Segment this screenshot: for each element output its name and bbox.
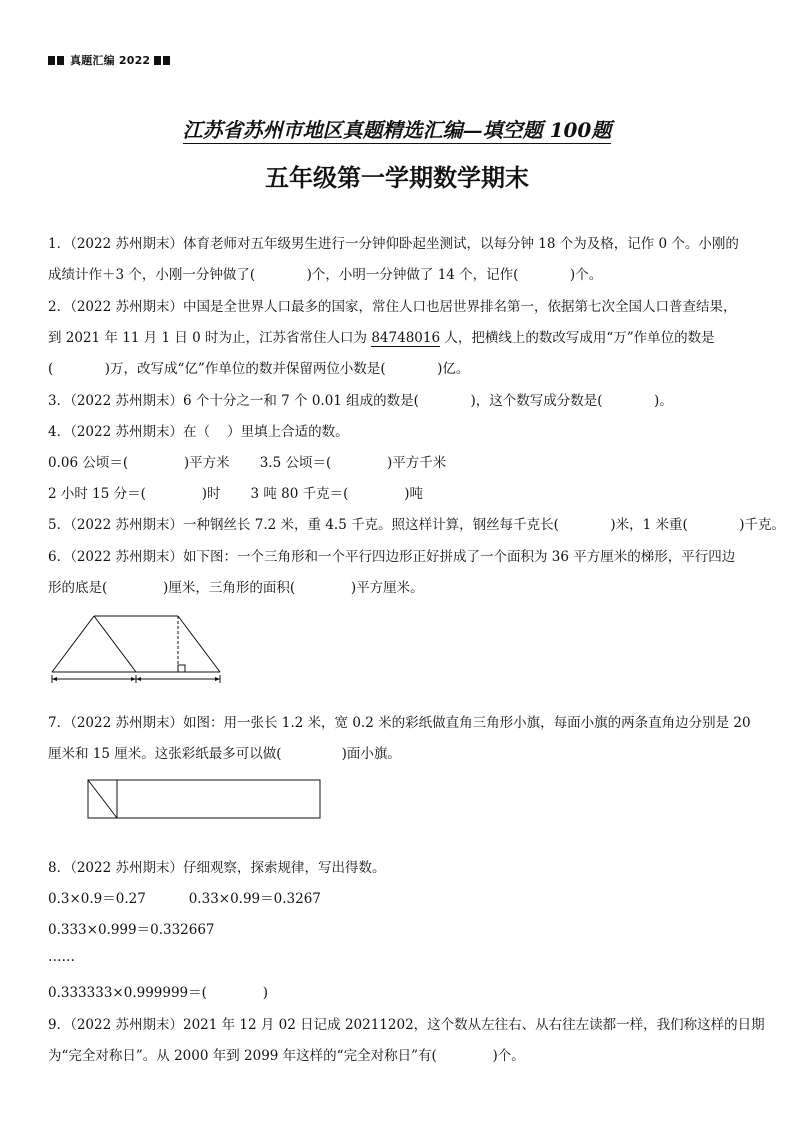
question-8-line-1: 8．（2022 苏州期末）仔细观察，探索规律，写出得数。 [48, 860, 386, 876]
question-1-line-2: 成绩计作＋3 个，小刚一分钟做了( )个，小明一分钟做了 14 个，记作( )个。 [48, 267, 603, 283]
question-3: 3．（2022 苏州期末）6 个十分之一和 7 个 0.01 组成的数是( )，这个数写成分数是( )。 [48, 393, 673, 409]
paper-strip-rect [88, 780, 320, 818]
document-subtitle: 五年级第一学期数学期末 [265, 163, 529, 192]
document-title: 江苏省苏州市地区真题精选汇编—填空题 100题 [182, 118, 612, 142]
paper-strip-figure [44, 776, 328, 836]
question-8-line-2: 0.3×0.9＝0.27 0.33×0.99＝0.3267 [48, 891, 321, 907]
header-block-icon [48, 56, 55, 65]
header-block-icon [154, 56, 161, 65]
question-4-line-2: 0.06 公顷＝( )平方米 3.5 公顷＝( )平方千米 [48, 455, 447, 471]
question-9-line-1: 9．（2022 苏州期末）2021 年 12 月 02 日记成 20211202，这个数从左往右、从右往左读都一样，我们称这样的日期 [48, 1017, 765, 1033]
question-8-line-3: 0.333×0.999＝0.332667 [48, 922, 215, 938]
header-block-icon [163, 56, 170, 65]
parallelogram-diagonal [94, 616, 136, 672]
underlined-number: 84748016 [371, 330, 441, 346]
right-angle-mark [178, 665, 185, 672]
page-header [48, 52, 172, 68]
question-6-line-1: 6．（2022 苏州期末）如下图：一个三角形和一个平行四边形正好拼成了一个面积为 36 平方厘米的梯形，平行四边 [48, 549, 736, 565]
question-7-line-1: 7．（2022 苏州期末）如图：用一张长 1.2 米，宽 0.2 米的彩纸做直角三角形小旗，每面小旗的两条直角边分别是 20 [48, 715, 751, 731]
question-5: 5．（2022 苏州期末）一种钢丝长 7.2 米，重 4.5 千克。照这样计算，钢丝每千克长( )米，1 米重( )千克。 [48, 517, 786, 533]
header-text: 真题汇编 2022 [70, 54, 151, 67]
question-4-line-3: 2 小时 15 分＝( )时 3 吨 80 千克＝( )吨 [48, 486, 423, 502]
question-7-line-2: 厘米和 15 厘米。这张彩纸最多可以做( )面小旗。 [48, 746, 401, 762]
trapezoid-figure [44, 608, 234, 690]
question-2-line-2: 到 2021 年 11 月 1 日 0 时为止，江苏省常住人口为 84748016 人，把横线上的数改写成用“万”作单位的数是 [48, 330, 715, 346]
trapezoid-left-side [52, 616, 94, 672]
question-1-line-1: 1．（2022 苏州期末）体育老师对五年级男生进行一分钟仰卧起坐测试，以每分钟 18 个为及格，记作 0 个。小刚的 [48, 236, 739, 252]
question-9-line-2: 为“完全对称日”。从 2000 年到 2099 年这样的“完全对称日”有( )个。 [48, 1048, 525, 1064]
question-2-line-3: ( )万，改写成“亿”作单位的数并保留两位小数是( )亿。 [48, 361, 470, 377]
question-2-line-1: 2．（2022 苏州期末）中国是全世界人口最多的国家，常住人口也居世界排名第一，依据第七次全国人口普查结果， [48, 299, 737, 315]
question-8-line-5: 0.333333×0.999999＝( ) [48, 985, 268, 1001]
question-4-line-1: 4．（2022 苏州期末）在（ ）里填上合适的数。 [48, 424, 349, 440]
header-block-icon [57, 56, 64, 65]
trapezoid-right-side [178, 616, 220, 672]
question-8-line-4: …… [48, 949, 75, 965]
question-6-line-2: 形的底是( )厘米，三角形的面积( )平方厘米。 [48, 580, 424, 596]
triangle-diagonal-line [88, 780, 117, 818]
